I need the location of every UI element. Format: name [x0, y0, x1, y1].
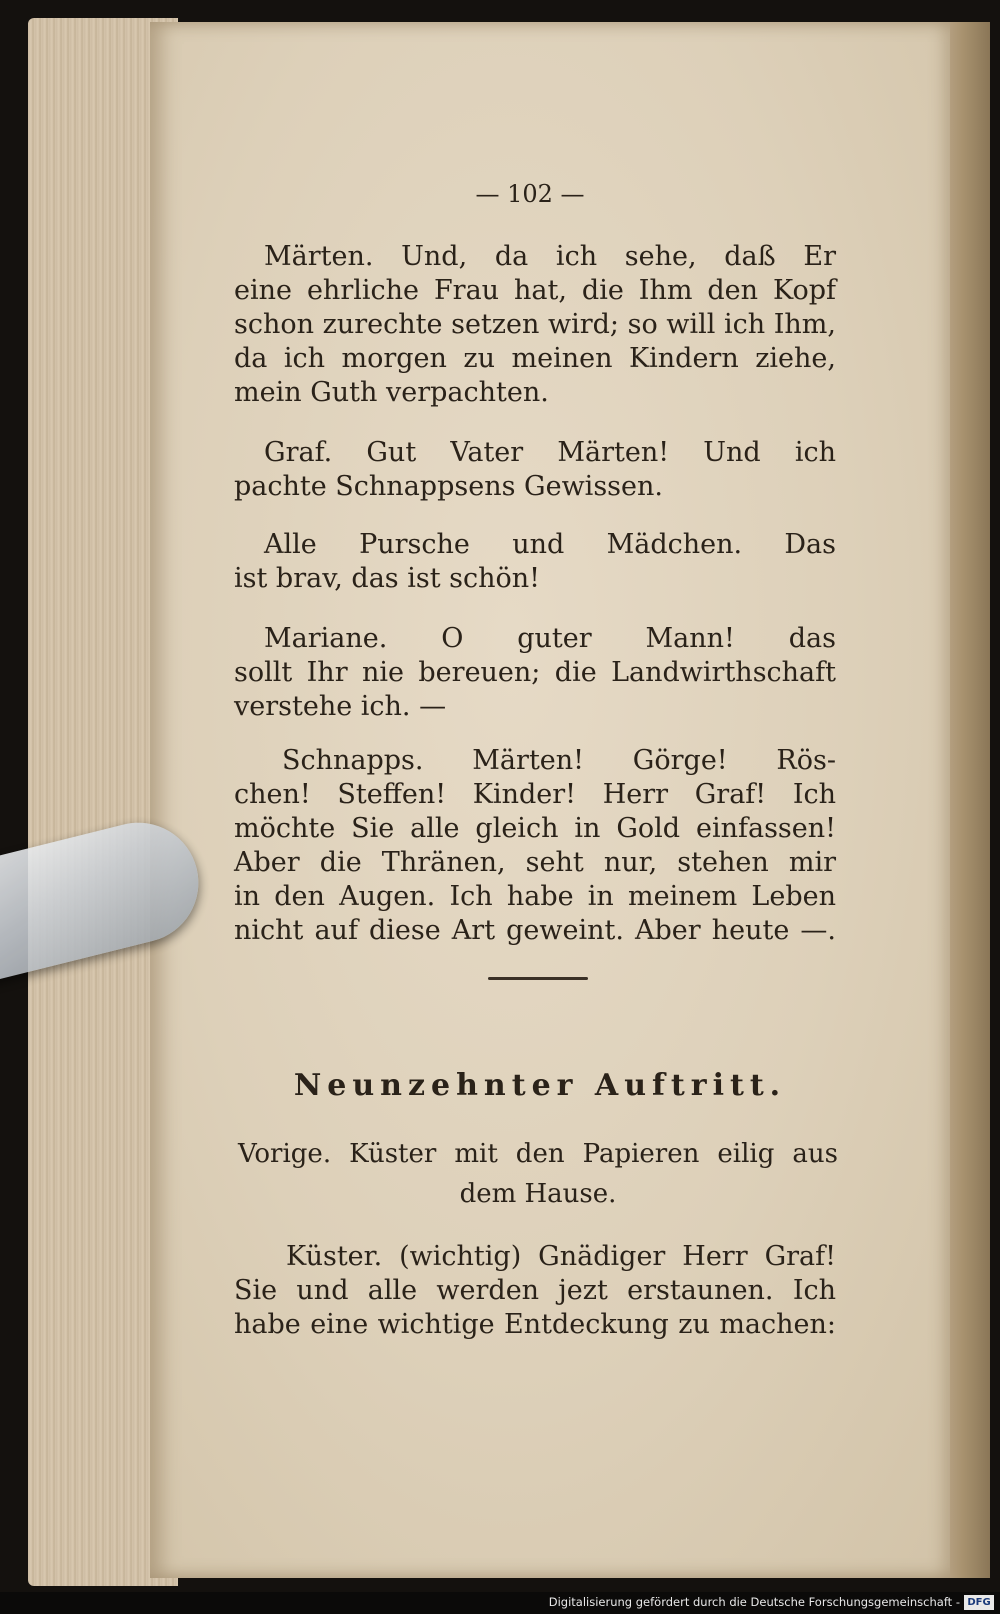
text-line: Küster. (wichtig) Gnädiger Herr Graf! [286, 1241, 836, 1272]
text-line: schon zurechte setzen wird; so will ich Ihm, [234, 309, 836, 340]
scene-heading: Neunzehnter Auftritt. [293, 1068, 787, 1103]
paragraph-maerten [234, 240, 836, 410]
text-line: Aber die Thränen, seht nur, stehen mir [234, 847, 836, 878]
book-right-edge [944, 22, 990, 1578]
paragraph-mariane [234, 622, 836, 724]
text-line: Sie und alle werden jezt erstaunen. Ich [234, 1275, 836, 1306]
text-line: ist brav, das ist schön! [234, 563, 541, 594]
text-line: pachte Schnappsens Gewissen. [234, 471, 663, 502]
text-line: da ich morgen zu meinen Kindern ziehe, [234, 343, 836, 374]
text-line: Schnapps. Märten! Görge! Rös- [282, 745, 836, 776]
stage-direction-line: Vorige. Küster mit den Papieren eilig aus [238, 1139, 838, 1169]
text-line: in den Augen. Ich habe in meinem Leben [234, 881, 836, 912]
paragraph-schnapps [234, 744, 836, 948]
text-line: verstehe ich. — [234, 691, 447, 722]
section-divider [488, 977, 588, 980]
stage-direction-line: dem Hause. [459, 1179, 617, 1209]
text-line: Märten. Und, da ich sehe, daß Er [264, 241, 836, 272]
paragraph-kuester [234, 1240, 836, 1342]
page-number: — 102 — [475, 180, 585, 208]
text-line: Graf. Gut Vater Märten! Und ich [264, 437, 836, 468]
text-line: habe eine wichtige Entdeckung zu machen: [234, 1309, 836, 1340]
footer-credit: Digitalisierung gefördert durch die Deutsche Forschungsgemeinschaft - [548, 1595, 960, 1609]
dfg-logo-icon: DFG [964, 1595, 994, 1610]
text-line: Mariane. O guter Mann! das [264, 623, 836, 654]
text-line: möchte Sie alle gleich in Gold einfassen! [234, 813, 836, 844]
text-line: eine ehrliche Frau hat, die Ihm den Kopf [234, 275, 836, 306]
text-line: sollt Ihr nie bereuen; die Landwirthschaft [234, 657, 836, 688]
text-line: Alle Pursche und Mädchen. Das [264, 529, 836, 560]
paragraph-alle [234, 528, 836, 596]
paragraph-graf [234, 436, 836, 504]
text-line: nicht auf diese Art geweint. Aber heute —. [234, 915, 836, 946]
stage-direction [238, 1134, 838, 1214]
text-line: chen! Steffen! Kinder! Herr Graf! Ich [234, 779, 836, 810]
text-line: mein Guth verpachten. [234, 377, 549, 408]
